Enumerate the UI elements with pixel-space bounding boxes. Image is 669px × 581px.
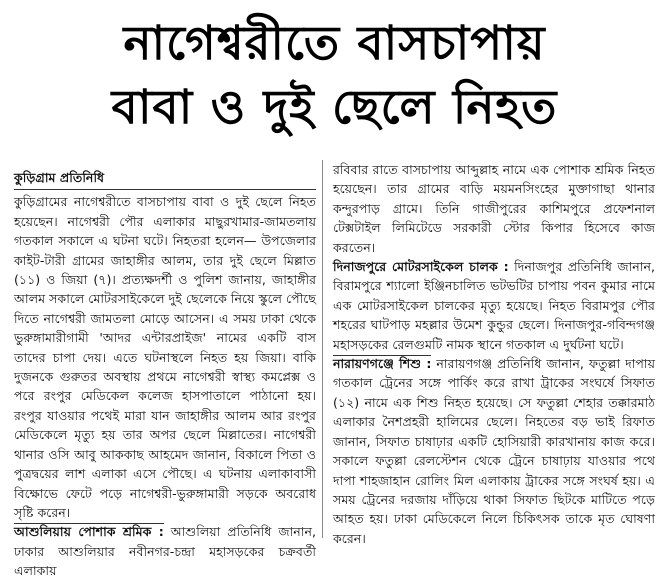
subsection-text: নারায়ণগঞ্জ প্রতিনিধি জানান, ফতুল্লা দাপায় গতকাল ট্রেনের সঙ্গে পার্কিং করে রাখা ট্রাকের সংঘর্ষে সিফাত (১২) নামে এক শিশু নিহত হয়েছে। সে ফতুল্লা শেহার তক্কারমাঠ এলাকার নৈশপ্রহরী হালিমের ছেলে। নিহতের বড় ভাই রিফাত জানান, সিফাত চাষাঢ়ার একটি হোসিয়ারী কারখানায় কাজ করে। সকালে ফতুল্লা রেলস্টেশন থেকে ট্রেনে চাষাঢ়ায় যাওয়ার পথে দাপা শাহজাহান রোলিং মিল এলাকায় ট্রাকের সঙ্গে সংঘর্ষ হয়। এ সময় ট্রেনের দরজায় দাঁড়িয়ে থাকা সিফাত ছিটকে মাটিতে পড়ে আহত হয়। ঢাকা মেডিকেলে নিলে চিকিৎসক তাকে মৃত ঘোষণা করেন। (333, 356, 655, 546)
headline-line-2: বাবা ও দুই ছেলে নিহত (111, 80, 558, 135)
article-paragraph: কুড়িগ্রামের নাগেশ্বরীতে বাসচাপায় বাবা ও দুই ছেলে নিহত হয়েছেন। নাগেশ্বরী পৌর এলাকার মাছুরখামার-জামতলায় গতকাল সকালে এ ঘটনা ঘটে। নিহতরা হলেন— উপজেলার কাইট-টারী গ্রামের জাহাঙ্গীর আলম, তার দুই ছেলে মিল্লাত (১১) ও জিয়া (৭)। প্রত্যক্ষদর্শী ও পুলিশ জানায়, জাহাঙ্গীর আলম সকালে মোটরসাইকেলে দুই ছেলেকে নিয়ে স্কুলে পৌছে দিতে নাগেশ্বরী জামতলা মোড়ে আসেন। এ সময় ঢাকা থেকে ভুরুঙ্গামারীগামী 'আদর এন্টারপ্রাইজ' নামের একটি বাস তাদের চাপা দেয়। এতে ঘটনাস্থলে নিহত হয় জিয়া। বাকি দুজনকে গুরুতর অবস্থায় প্রথমে নাগেশ্বরী স্বাস্থ্য কমপ্লেক্স ও পরে রংপুর মেডিকেল কলেজ হাসপাতালে পাঠানো হয়। রংপুর যাওয়ার পথেই মারা যান জাহাঙ্গীর আলম আর রংপুর মেডিকেলে মৃত্যু হয় তার অপর ছেলে মিল্লাতের। নাগেশ্বরী থানার ওসি আবু আককাছ আহমেদ জানান, বিকালে পিতা ও পুত্রদ্বয়ের লাশ এলাকা এসে পৌছে। এ ঘটনায় এলাকাবাসী বিক্ষোভে ফেটে পড়ে নাগেশ্বরী-ভুরুঙ্গামারী সড়কে অবরোধ সৃষ্টি করেন। (14, 194, 316, 520)
headline-line-1: নাগেশ্বরীতে বাসচাপায় (123, 16, 546, 71)
article-paragraph: রবিবার রাতে বাসচাপায় আব্দুল্লাহ নামে এক পোশাক শ্রমিক নিহত হয়েছেন। তার গ্রামের বাড়ি ময়মনসিংহের মুক্তাগাছা থানার কন্দুরপাড় গ্রামে। তিনি গাজীপুরের কাশিমপুরে প্রফেশনাল টেক্সটাইল লিমিটেডে সরকারী স্টোর কিপার হিসেবে কাজ করতেন। (333, 162, 655, 255)
article-column-left (14, 168, 316, 579)
byline: কুড়িগ্রাম প্রতিনিধি (14, 168, 316, 190)
subsection-title: নারায়ণগঞ্জে শিশু : (333, 356, 432, 372)
subsection-text: আশুলিয়া প্রতিনিধি জানান, ঢাকার আশুলিয়ার নবীনগর-চন্দ্রা মহাসড়কের চক্রবর্তী এলাকায় (14, 524, 316, 579)
subsection-title: আশুলিয়ায় পোশাক শ্রমিক : (14, 524, 164, 540)
headline (0, 12, 669, 140)
column-divider (322, 160, 323, 538)
subsection-narayanganj (333, 354, 655, 548)
subsection-title: দিনাজপুরে মোটরসাইকেল চালক : (333, 259, 509, 275)
subsection-text: দিনাজপুর প্রতিনিধি জানান, বিরামপুরে শ্যালো ইঞ্জিনচালিত ভটভটির চাপায় পবন কুমার নামে এক মোটরসাইকেল চালকের মৃত্যু হয়েছে। নিহত বিরামপুর পৌর শহরের ঘাটপাড় মহল্লার উমেশ কুন্ডুর ছেলে। দিনাজপুর-গবিন্দগঞ্জ মহাসড়কের রেলগুমটি নামক স্থানে গতকাল এ দুর্ঘটনা ঘটে। (333, 259, 655, 352)
article-column-right (333, 160, 655, 546)
subsection-ashulia (14, 522, 316, 580)
